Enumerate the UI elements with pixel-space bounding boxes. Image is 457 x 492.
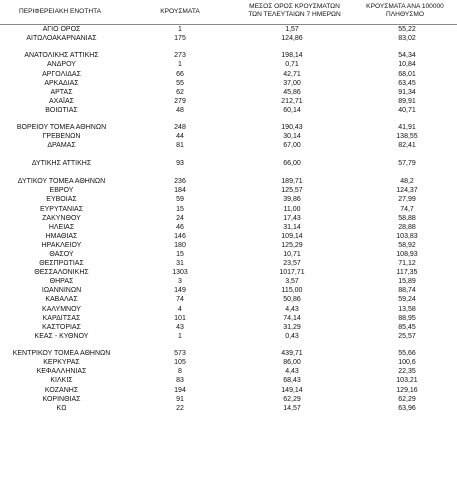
table-row: [0, 250, 457, 259]
cell-seven-day-average: 74,14: [283, 314, 301, 322]
cell-cases: 44: [176, 133, 184, 141]
cell-cases-per-100000: 85,45: [398, 323, 416, 331]
cell-cases-per-100000: 58,88: [398, 214, 416, 222]
cell-region: ΑΡΤΑΣ: [50, 88, 73, 96]
cell-cases-per-100000: 55,22: [398, 26, 416, 33]
cell-seven-day-average: 60,14: [283, 106, 301, 114]
table-row: [0, 277, 457, 286]
cell-cases-per-100000: 10,84: [398, 61, 416, 69]
cell-cases-per-100000: 59,24: [398, 296, 416, 304]
cell-seven-day-average: 1,57: [285, 26, 299, 33]
table-row: [0, 295, 457, 304]
cell-seven-day-average: 149,14: [281, 386, 303, 394]
cell-region: ΔΥΤΙΚΗΣ ΑΤΤΙΚΗΣ: [31, 159, 92, 167]
cell-seven-day-average: 189,71: [281, 178, 303, 186]
table-row: [0, 386, 457, 395]
cell-region: ΚΟΖΑΝΗΣ: [44, 386, 79, 394]
cell-seven-day-average: 125,57: [281, 187, 303, 195]
table-row: [0, 232, 457, 241]
cell-cases-per-100000: 71,12: [398, 260, 416, 268]
cell-region: ΘΑΣΟΥ: [49, 251, 74, 259]
table-row: [0, 259, 457, 268]
cell-region: ΒΟΡΕΙΟΥ ΤΟΜΕΑ ΑΘΗΝΩΝ: [16, 124, 107, 132]
cell-region: ΑΓΙΟ ΟΡΟΣ: [42, 26, 81, 33]
cell-cases-per-100000: 91,34: [398, 88, 416, 96]
cell-region: ΑΡΚΑΔΙΑΣ: [44, 79, 79, 87]
cell-region: ΚΑΣΤΟΡΙΑΣ: [42, 323, 81, 331]
cell-cases-per-100000: 108,93: [396, 251, 418, 259]
cell-seven-day-average: 109,14: [281, 232, 303, 240]
cell-region: ΕΥΒΟΙΑΣ: [46, 196, 77, 204]
cell-cases: 573: [174, 350, 186, 358]
table-row: [0, 60, 457, 69]
header-cases-per-100000-line1: ΚΡΟΥΣΜΑΤΑ ΑΝΑ 100000: [366, 3, 444, 10]
cell-seven-day-average: 439,71: [281, 350, 303, 358]
cell-seven-day-average: 1017,71: [279, 269, 305, 277]
cell-cases: 4: [178, 305, 182, 313]
table-row: [0, 205, 457, 214]
table-row: [0, 367, 457, 376]
header-cases-per-100000: [355, 3, 455, 18]
cell-region: ΚΑΒΑΛΑΣ: [45, 296, 78, 304]
row-spacer: [0, 341, 457, 349]
cell-cases: 180: [174, 241, 186, 249]
cell-cases: 101: [174, 314, 186, 322]
cell-region: ΗΛΕΙΑΣ: [48, 223, 75, 231]
cell-cases-per-100000: 41,91: [398, 124, 416, 132]
cell-seven-day-average: 125,29: [281, 241, 303, 249]
cell-region: ΑΝΔΡΟΥ: [47, 61, 76, 69]
cell-cases-per-100000: 58,92: [398, 241, 416, 249]
cell-cases: 93: [176, 159, 184, 167]
cell-cases: 55: [176, 79, 184, 87]
table-row: [0, 214, 457, 223]
cell-cases-per-100000: 124,37: [396, 187, 418, 195]
table-header: [0, 2, 457, 24]
cell-region: ΖΑΚΥΝΘΟΥ: [42, 214, 81, 222]
cell-cases-per-100000: 68,01: [398, 70, 416, 78]
cell-cases-per-100000: 103,21: [396, 377, 418, 385]
header-seven-day-average: [232, 3, 357, 18]
cell-seven-day-average: 45,86: [283, 88, 301, 96]
cell-cases: 15: [176, 251, 184, 259]
cell-region: ΚΕΝΤΡΙΚΟΥ ΤΟΜΕΑ ΑΘΗΝΩΝ: [12, 350, 111, 358]
cell-region: ΚΕΦΑΛΛΗΝΙΑΣ: [36, 368, 87, 376]
cell-region: ΘΗΡΑΣ: [49, 278, 74, 286]
cell-cases: 46: [176, 223, 184, 231]
cell-region: ΘΕΣΣΑΛΟΝΙΚΗΣ: [34, 269, 89, 277]
cell-seven-day-average: 115,00: [281, 287, 303, 295]
cell-seven-day-average: 31,14: [283, 223, 301, 231]
cell-cases: 149: [174, 287, 186, 295]
cell-region: ΔΥΤΙΚΟΥ ΤΟΜΕΑ ΑΘΗΝΩΝ: [17, 178, 106, 186]
cell-region: ΗΜΑΘΙΑΣ: [45, 232, 78, 240]
table-row: [0, 323, 457, 332]
cell-cases-per-100000: 117,35: [396, 269, 418, 277]
cell-cases: 43: [176, 323, 184, 331]
cell-cases-per-100000: 129,16: [396, 386, 418, 394]
cell-cases: 22: [176, 404, 184, 412]
cell-cases-per-100000: 88,74: [398, 287, 416, 295]
header-region: ΠΕΡΙΦΕΡΕΙΑΚΗ ΕΝΟΤΗΤΑ: [18, 8, 102, 15]
table-row: [0, 223, 457, 232]
table-row: [0, 268, 457, 277]
cell-cases: 273: [174, 52, 186, 60]
cell-cases: 74: [176, 296, 184, 304]
table-row: [0, 376, 457, 385]
cell-seven-day-average: 198,14: [281, 52, 303, 60]
row-spacer: [0, 151, 457, 159]
cell-seven-day-average: 67,00: [283, 142, 301, 150]
cell-cases-per-100000: 74,7: [400, 205, 414, 213]
cell-region: ΑΙΤΩΛΟΑΚΑΡΝΑΝΙΑΣ: [26, 35, 97, 43]
cell-seven-day-average: 14,57: [283, 404, 301, 412]
cell-cases: 194: [174, 386, 186, 394]
cell-cases: 1303: [172, 269, 188, 277]
cell-cases: 1: [178, 61, 182, 69]
cell-region: ΗΡΑΚΛΕΙΟΥ: [41, 241, 82, 249]
cell-region: ΚΕΑΣ - ΚΥΘΝΟΥ: [34, 332, 89, 340]
cell-region: ΚΑΛΥΜΝΟΥ: [42, 305, 81, 313]
cell-region: ΙΩΑΝΝΙΝΩΝ: [41, 287, 82, 295]
cell-cases: 48: [176, 106, 184, 114]
cell-seven-day-average: 3,57: [285, 278, 299, 286]
cell-cases: 248: [174, 124, 186, 132]
cell-seven-day-average: 50,86: [283, 296, 301, 304]
cell-seven-day-average: 4,43: [285, 368, 299, 376]
cell-cases-per-100000: 100,6: [398, 359, 416, 367]
table-row: [0, 286, 457, 295]
table-row: [0, 404, 457, 413]
table-row: [0, 141, 457, 150]
cell-cases: 66: [176, 70, 184, 78]
table-row: [0, 97, 457, 106]
cell-region: ΑΡΓΟΛΙΔΑΣ: [42, 70, 81, 78]
cell-seven-day-average: 86,00: [283, 359, 301, 367]
cell-region: ΚΙΛΚΙΣ: [50, 377, 73, 385]
table-row: [0, 177, 457, 186]
cell-region: ΘΕΣΠΡΩΤΙΑΣ: [39, 260, 84, 268]
cell-cases-per-100000: 48,2: [400, 178, 414, 186]
cell-cases-per-100000: 63,96: [398, 404, 416, 412]
table-row: [0, 70, 457, 79]
cell-cases: 1: [178, 26, 182, 33]
cell-cases-per-100000: 103,83: [396, 232, 418, 240]
cell-seven-day-average: 124,86: [281, 35, 303, 43]
cell-cases-per-100000: 25,57: [398, 332, 416, 340]
table-row: [0, 123, 457, 132]
table-row: [0, 358, 457, 367]
table-row: [0, 395, 457, 404]
header-cases-per-100000-line2: ΠΛΗΘΥΣΜΟ: [386, 10, 424, 18]
cell-cases-per-100000: 54,34: [398, 52, 416, 60]
header-cases: ΚΡΟΥΣΜΑΤΑ: [160, 8, 200, 15]
cell-cases-per-100000: 138,55: [396, 133, 418, 141]
cell-cases-per-100000: 82,41: [398, 142, 416, 150]
cell-region: ΚΑΡΔΙΤΣΑΣ: [42, 314, 81, 322]
table-row: [0, 241, 457, 250]
cell-cases: 62: [176, 88, 184, 96]
cell-cases-per-100000: 13,58: [398, 305, 416, 313]
cell-region: ΚΩ: [56, 404, 67, 412]
cell-cases: 1: [178, 332, 182, 340]
cell-seven-day-average: 11,00: [283, 205, 301, 213]
cell-region: ΚΟΡΙΝΘΙΑΣ: [42, 395, 81, 403]
cell-cases-per-100000: 27,99: [398, 196, 416, 204]
cell-cases: 91: [176, 395, 184, 403]
cell-seven-day-average: 31,29: [283, 323, 301, 331]
table-row: [0, 159, 457, 169]
cell-region: ΑΧΑΪΑΣ: [49, 97, 74, 105]
cell-seven-day-average: 39,86: [283, 196, 301, 204]
cell-cases: 175: [174, 35, 186, 43]
cell-seven-day-average: 30,14: [283, 133, 301, 141]
table-row: [0, 314, 457, 323]
cell-cases: 59: [176, 196, 184, 204]
cell-cases: 105: [174, 359, 186, 367]
cell-cases-per-100000: 57,79: [398, 159, 416, 167]
cell-cases: 31: [176, 260, 184, 268]
table-row: [0, 186, 457, 195]
table-row: [0, 25, 457, 34]
cell-cases: 3: [178, 278, 182, 286]
cell-cases-per-100000: 83,02: [398, 35, 416, 43]
cell-seven-day-average: 62,29: [283, 395, 301, 403]
cell-region: ΒΟΙΩΤΙΑΣ: [45, 106, 78, 114]
table-row: [0, 349, 457, 358]
cell-cases: 83: [176, 377, 184, 385]
header-seven-day-average-line1: ΜΕΣΟΣ ΟΡΟΣ ΚΡΟΥΣΜΑΤΩΝ: [249, 3, 340, 10]
cell-cases-per-100000: 15,89: [398, 278, 416, 286]
table-row: [0, 34, 457, 43]
table-row: [0, 106, 457, 115]
cell-cases-per-100000: 28,88: [398, 223, 416, 231]
cell-region: ΑΝΑΤΟΛΙΚΗΣ ΑΤΤΙΚΗΣ: [24, 52, 99, 60]
cell-seven-day-average: 0,71: [285, 61, 299, 69]
cell-cases-per-100000: 55,66: [398, 350, 416, 358]
cell-region: ΓΡΕΒΕΝΩΝ: [42, 133, 81, 141]
row-spacer: [0, 43, 457, 51]
cell-cases-per-100000: 40,71: [398, 106, 416, 114]
cell-seven-day-average: 68,43: [283, 377, 301, 385]
cell-region: ΕΥΡΥΤΑΝΙΑΣ: [39, 205, 84, 213]
cell-cases: 15: [176, 205, 184, 213]
cell-seven-day-average: 10,71: [283, 251, 301, 259]
cell-cases: 8: [178, 368, 182, 376]
table-row: [0, 88, 457, 97]
cell-cases: 184: [174, 187, 186, 195]
cell-seven-day-average: 212,71: [281, 97, 303, 105]
cell-seven-day-average: 190,43: [281, 124, 303, 132]
table-row: [0, 195, 457, 204]
cell-region: ΚΕΡΚΥΡΑΣ: [43, 359, 80, 367]
cell-seven-day-average: 66,00: [283, 159, 301, 167]
cell-cases: 146: [174, 232, 186, 240]
cell-seven-day-average: 42,71: [283, 70, 301, 78]
cell-cases-per-100000: 89,91: [398, 97, 416, 105]
cell-seven-day-average: 0,43: [285, 332, 299, 340]
table-row: [0, 79, 457, 88]
row-spacer: [0, 115, 457, 123]
cell-region: ΔΡΑΜΑΣ: [47, 142, 76, 150]
cell-cases-per-100000: 62,29: [398, 395, 416, 403]
table-row: [0, 132, 457, 141]
header-seven-day-average-line2: ΤΩΝ ΤΕΛΕΥΤΑΙΩΝ 7 ΗΜΕΡΩΝ: [248, 10, 341, 18]
table-body: [0, 25, 457, 413]
cell-cases-per-100000: 63,45: [398, 79, 416, 87]
table-row: [0, 51, 457, 60]
cell-seven-day-average: 37,00: [283, 79, 301, 87]
cell-cases-per-100000: 22,35: [398, 368, 416, 376]
cell-cases: 81: [176, 142, 184, 150]
cell-region: ΕΒΡΟΥ: [49, 187, 74, 195]
cell-seven-day-average: 4,43: [285, 305, 299, 313]
table-row: [0, 305, 457, 314]
table-row: [0, 332, 457, 341]
cell-cases: 236: [174, 178, 186, 186]
cell-seven-day-average: 23,57: [283, 260, 301, 268]
cell-cases: 24: [176, 214, 184, 222]
cell-cases-per-100000: 88,95: [398, 314, 416, 322]
cell-seven-day-average: 17,43: [283, 214, 301, 222]
row-spacer: [0, 169, 457, 177]
cell-cases: 279: [174, 97, 186, 105]
